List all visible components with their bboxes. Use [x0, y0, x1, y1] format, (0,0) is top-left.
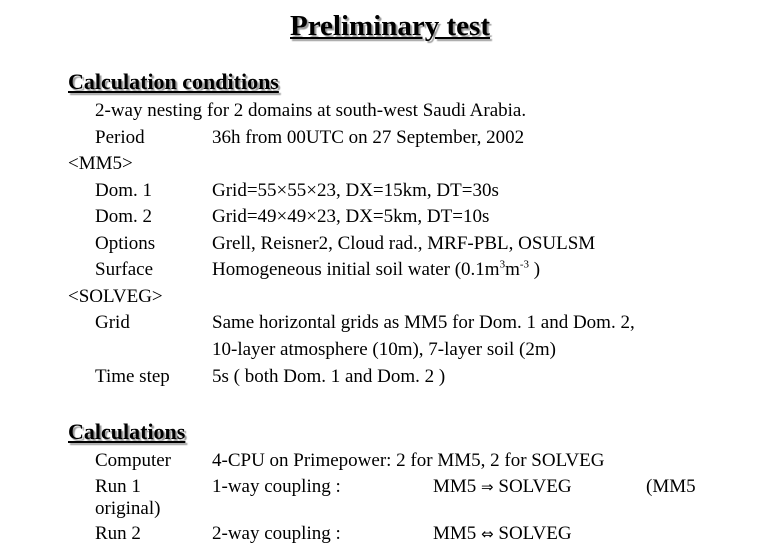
- run1-note: (MM5: [646, 476, 696, 497]
- dom1-value: Grid=55×55×23, DX=15km, DT=30s: [212, 180, 499, 201]
- run1-label: Run 1: [95, 476, 141, 497]
- run2-from: MM5: [433, 523, 477, 544]
- calculation-conditions-heading: Calculation conditions: [68, 69, 279, 94]
- page-title: Preliminary test: [290, 10, 490, 42]
- surface-value: [212, 260, 540, 279]
- grid-label: Grid: [95, 312, 130, 333]
- grid-value-line2: 10-layer atmosphere (10m), 7-layer soil (2m): [212, 339, 556, 360]
- period-value: 36h from 00UTC on 27 September, 2002: [212, 127, 525, 148]
- run2-flow: [433, 524, 572, 543]
- run2-coupling: 2-way coupling :: [212, 523, 341, 544]
- dom2-label: Dom. 2: [95, 206, 152, 227]
- run1-from: MM5: [433, 476, 477, 497]
- surface-value-suffix: ): [529, 259, 541, 280]
- timestep-label: Time step: [95, 366, 170, 387]
- run1-coupling: 1-way coupling :: [212, 476, 341, 497]
- computer-value: 4-CPU on Primepower: 2 for MM5, 2 for SOLVEG: [212, 450, 605, 471]
- timestep-value: 5s ( both Dom. 1 and Dom. 2 ): [212, 366, 446, 387]
- left-right-arrow-icon: ⇔: [481, 525, 494, 543]
- options-label: Options: [95, 233, 156, 254]
- run1-to: SOLVEG: [498, 476, 572, 497]
- calculations-heading: Calculations: [68, 419, 186, 444]
- surface-value-mid: m: [505, 259, 520, 280]
- dom1-label: Dom. 1: [95, 180, 152, 201]
- solveg-header: <SOLVEG>: [68, 286, 163, 307]
- dom2-value: Grid=49×49×23, DX=5km, DT=10s: [212, 206, 490, 227]
- surface-exponent-1: 3: [499, 258, 506, 271]
- right-arrow-icon: ⇒: [481, 478, 494, 496]
- run1-label-continuation: original): [95, 498, 161, 519]
- grid-value-line1: Same horizontal grids as MM5 for Dom. 1 and Dom. 2,: [212, 312, 635, 333]
- surface-exponent-2: -3: [519, 258, 530, 271]
- run2-to: SOLVEG: [498, 523, 572, 544]
- period-label: Period: [95, 127, 145, 148]
- run2-label: Run 2: [95, 523, 141, 544]
- mm5-header: <MM5>: [68, 153, 133, 174]
- computer-label: Computer: [95, 450, 171, 471]
- nesting-description: 2-way nesting for 2 domains at south-west Saudi Arabia.: [95, 100, 527, 121]
- surface-label: Surface: [95, 259, 154, 280]
- options-value: Grell, Reisner2, Cloud rad., MRF-PBL, OSULSM: [212, 233, 596, 254]
- run1-flow: [433, 477, 572, 496]
- surface-value-prefix: Homogeneous initial soil water (0.1m: [212, 259, 500, 280]
